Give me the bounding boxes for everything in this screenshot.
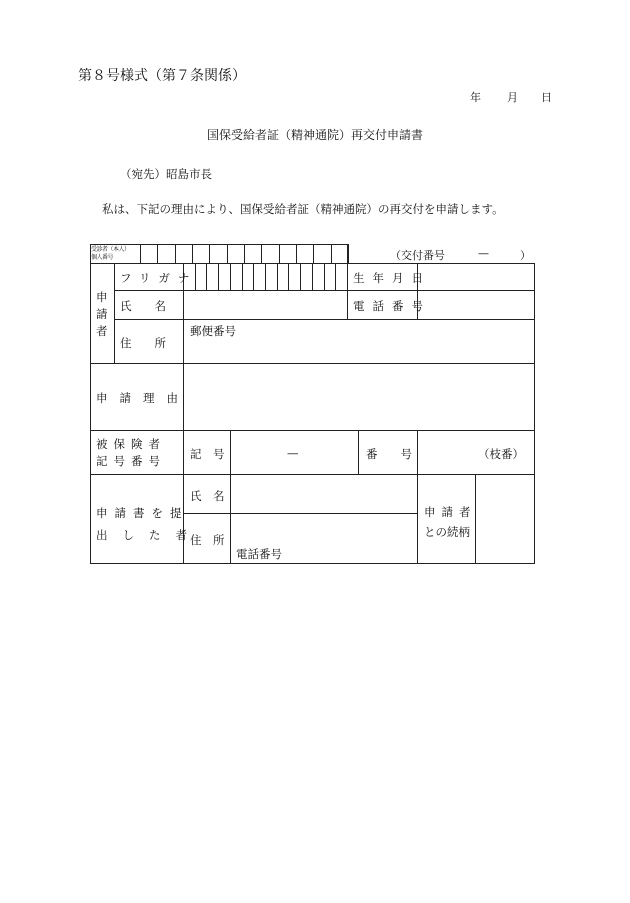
reason-field[interactable] [184,364,534,429]
address-field[interactable] [184,338,534,362]
issue-number-close: ） [520,249,531,262]
submitter-address-field[interactable] [231,514,416,544]
submitter-name-label: 氏 名 [190,489,225,503]
symbol-dash: — [287,446,299,460]
symbol-label: 記 号 [190,447,225,461]
issue-number-label: （交付番号 [390,249,445,262]
personal-number-digit-box[interactable] [279,244,297,264]
personal-number-digit-box[interactable] [244,244,262,264]
personal-number-digit-box[interactable] [175,244,193,264]
personal-number-digit-box[interactable] [227,244,245,264]
submitter-name-field[interactable] [231,475,416,512]
addressee: （宛先）昭島市長 [120,167,212,181]
personal-number-digit-box[interactable] [157,244,175,264]
document-title: 国保受給者証（精神通院）再交付申請書 [206,128,423,142]
form-number: 第８号様式（第７条関係） [78,68,246,84]
personal-number-digit-box[interactable] [261,244,279,264]
symbol-field[interactable] [231,431,357,473]
phone-field[interactable] [418,291,534,319]
reason-label: 申請理由 [96,391,190,405]
applicant-vertical-label: 申 請 者 [96,290,108,338]
date-day-label: 日 [541,91,552,104]
personal-number-digit-box[interactable] [209,244,227,264]
personal-number-label: 受診者（本人） 個人番号 [91,246,130,261]
furigana-label: フリガナ [120,271,198,285]
birthdate-label: 生年月日 [353,271,431,285]
phone-label: 電話番号 [353,299,431,313]
personal-number-digit-box[interactable] [192,244,210,264]
personal-number-digit-box[interactable] [313,244,331,264]
issue-number-field[interactable] [438,244,476,262]
date-month-label: 月 [507,91,518,104]
personal-number-digit-box[interactable] [140,244,158,264]
personal-number-digit-box[interactable] [296,244,314,264]
submitter-phone-label: 電話番号 [236,547,282,561]
submitter-address-label: 住 所 [190,533,225,547]
number-label: 番 号 [366,447,412,461]
address-label: 住 所 [120,336,166,350]
insured-number-label: 被保険者 記号番号 [96,437,166,468]
relation-label: 申請者 との続柄 [424,505,477,539]
personal-number-digit-box[interactable] [331,244,349,264]
application-statement: 私は、下記の理由により、国保受給者証（精神通院）の再交付を申請します。 [102,202,504,216]
issue-number-dash: — [478,247,489,260]
submitter-label: 申請書を提 出した者 [96,506,202,542]
name-label: 氏 名 [120,299,166,313]
name-field[interactable] [184,291,346,319]
insured-number-field[interactable] [418,431,534,473]
relation-field[interactable] [476,475,534,563]
branch-number-label: （枝番） [478,447,524,461]
birthdate-field[interactable] [418,264,534,290]
date-year-label: 年 [470,91,481,104]
postal-code-label: 郵便番号 [190,324,236,338]
furigana-field[interactable] [184,264,346,290]
